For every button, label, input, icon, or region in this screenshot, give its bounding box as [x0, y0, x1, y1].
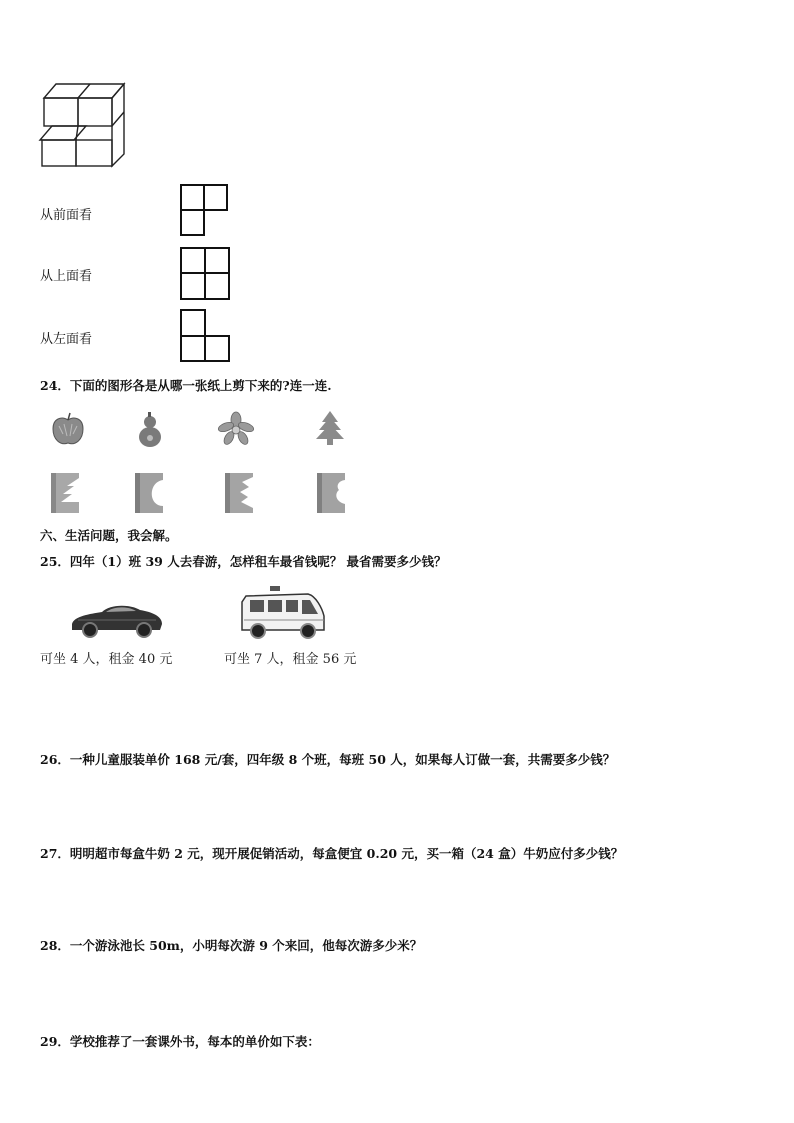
- car-caption: 可坐 4 人，租金 40 元: [40, 652, 173, 667]
- top-view-label: 从上面看: [40, 269, 93, 284]
- front-view-label: 从前面看: [40, 208, 93, 223]
- folded-paper-apple-cut[interactable]: [316, 472, 348, 514]
- question-28: 28．一个游泳池长 50m，小明每次游 9 个来回，他每次游多少米？: [40, 938, 423, 953]
- question-25: 25．四年（1）班 39 人去春游，怎样租车最省钱呢？ 最省需要多少钱？: [40, 554, 447, 569]
- gourd-icon[interactable]: [134, 412, 166, 448]
- car-icon: [70, 598, 164, 638]
- apple-icon[interactable]: [50, 412, 86, 448]
- van-icon: [240, 586, 326, 640]
- question-29: 29．学校推荐了一套课外书，每本的单价如下表：: [40, 1034, 320, 1049]
- front-view-grid: [180, 184, 230, 236]
- flower-icon[interactable]: [218, 412, 254, 446]
- question-26: 26．一种儿童服装单价 168 元/套，四年级 8 个班，每班 50 人，如果每人订做一套，共需要多少钱？: [40, 752, 616, 767]
- tree-icon[interactable]: [314, 410, 346, 446]
- left-view-label: 从左面看: [40, 332, 93, 347]
- section-six-title: 六、生活问题，我会解。: [40, 528, 178, 543]
- van-caption: 可坐 7 人，租金 56 元: [224, 652, 357, 667]
- cube-stack-figure: [40, 82, 130, 167]
- top-view-grid: [180, 247, 232, 301]
- folded-paper-zigzag-cut[interactable]: [224, 472, 256, 514]
- folded-paper-circle-cut[interactable]: [134, 472, 166, 514]
- folded-paper-tree-cut[interactable]: [50, 472, 82, 514]
- left-view-grid: [180, 309, 232, 363]
- question-27: 27．明明超市每盒牛奶 2 元，现开展促销活动，每盒便宜 0.20 元，买一箱（24 盒）牛奶应付多少钱？: [40, 846, 624, 861]
- question-24: 24．下面的图形各是从哪一张纸上剪下来的?连一连.: [40, 378, 332, 393]
